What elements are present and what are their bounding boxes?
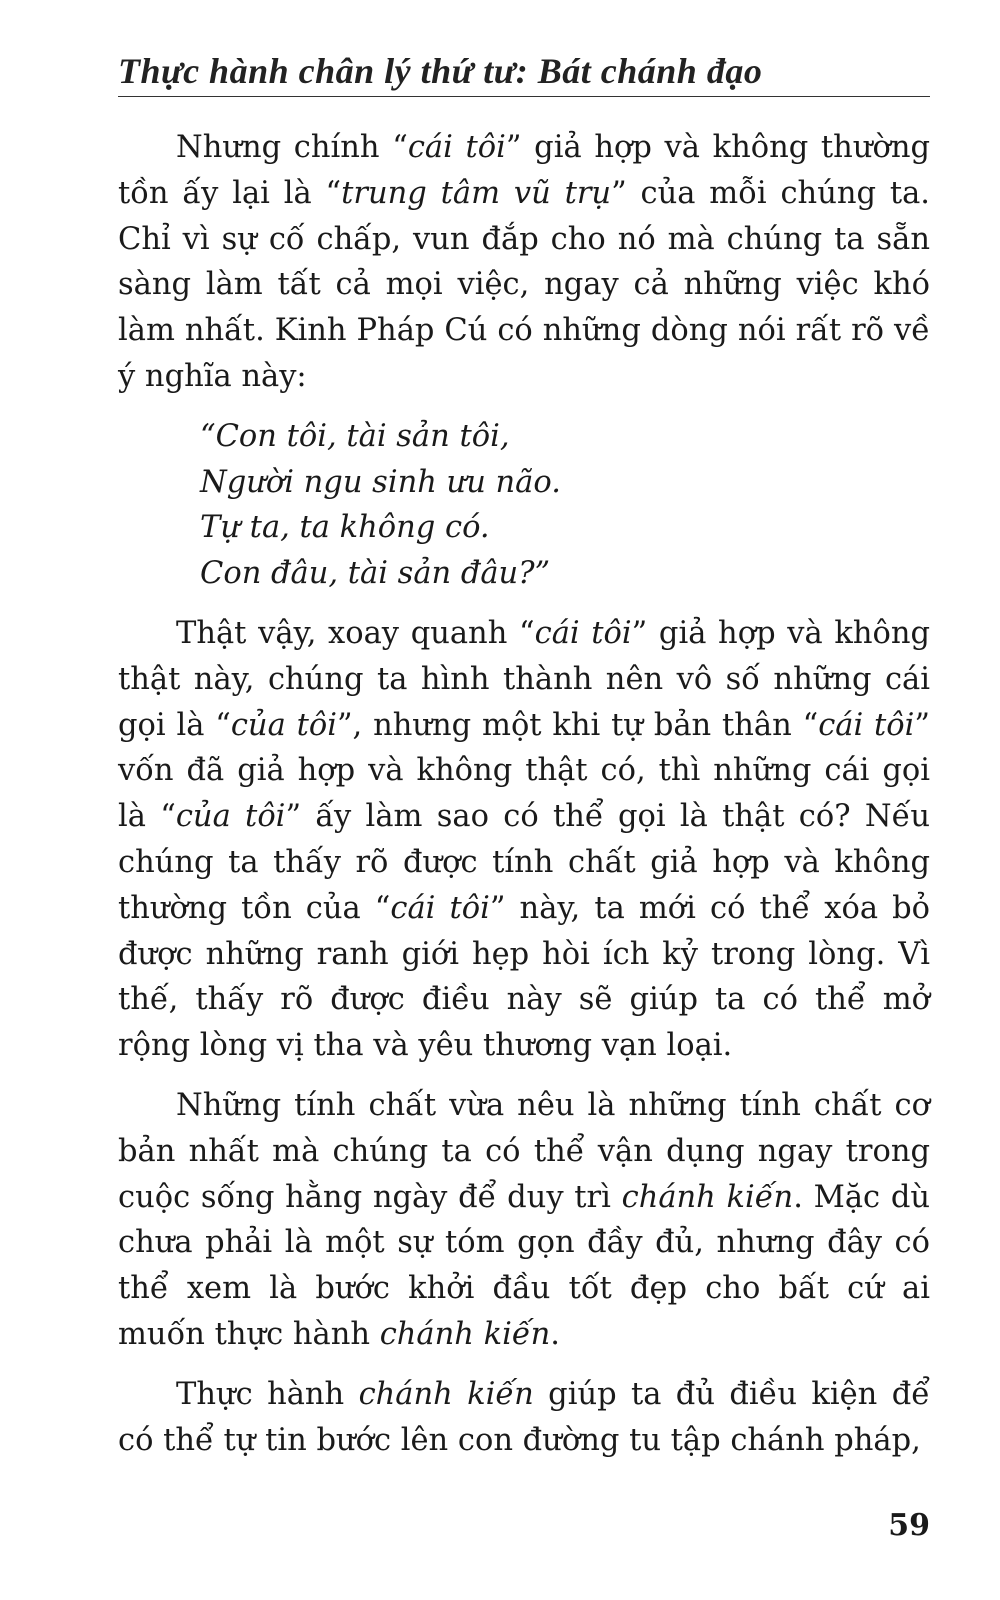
verse-line: Con đâu, tài sản đâu?” [200,556,551,592]
text-run: Nhưng chính “ [176,130,408,165]
italic-term: của tôi [230,707,337,743]
running-header [118,50,930,97]
text-run: Thực hành [176,1376,359,1412]
text-run: ” ấy làm sao có thể gọi là thật có? Nếu chúng ta thấy rõ được tính chất giả hợp và không thường tồn của “ [118,799,930,926]
italic-term: chánh kiến [358,1376,534,1412]
italic-term: chánh kiến [379,1316,551,1352]
paragraph-4 [118,1372,930,1464]
paragraph-3 [118,1083,930,1358]
text-run: . Mặc dù chưa phải là một sự tóm gọn đầy đủ, nhưng đây có thể xem là bước khởi đầu tốt đẹp cho bất cứ ai muốn thực hành [118,1179,931,1352]
text-run: ” của mỗi chúng ta. Chỉ vì sự cố chấp, vun đắp cho nó mà chúng ta sẵn sàng làm tất cả mọi việc, ngay cả những việc khó làm nhất. Kinh Pháp Cú có những dòng nói rất rõ về ý nghĩa này: [118,175,930,394]
text-run: ” này, ta mới có thể xóa bỏ được những ranh giới hẹp hòi ích kỷ trong lòng. Vì thế, thấy rõ được điều này sẽ giúp ta có thể mở rộng lòng vị tha và yêu thương vạn loại. [118,890,930,1064]
text-run: giúp ta đủ điều kiện để có thể tự tin bước lên con đường tu tập chánh pháp, [118,1376,930,1458]
text-run: ” giả hợp và không thường tồn ấy lại là “ [118,130,930,211]
text-run: Thật vậy, xoay quanh “ [176,615,535,651]
text-run: . [550,1316,560,1352]
text-run: ” vốn đã giả hợp và không thật có, thì những cái gọi là “ [118,707,931,835]
verse-line: Người ngu sinh ưu não. [200,464,561,500]
italic-term: cái tôi [407,130,506,165]
text-run: Những tính chất vừa nêu là những tính chất cơ bản nhất mà chúng ta có thể vận dụng ngay trong cuộc sống hằng ngày để duy trì [118,1087,930,1215]
italic-term: của tôi [175,799,286,835]
text-run: ” giả hợp và không thật này, chúng ta hình thành nên vô số những cái gọi là “ [118,615,930,743]
verse-line: Tự ta, ta không có. [200,510,490,546]
chapter-title: Thực hành chân lý thứ tư: Bát chánh đạo [118,51,763,91]
verse-quote [200,414,930,597]
verse-line: “Con tôi, tài sản tôi, [200,418,510,454]
italic-term: trung tâm vũ trụ [341,175,612,211]
italic-term: cái tôi [818,707,915,743]
paragraph-2 [118,611,930,1069]
paragraph-1 [118,125,930,400]
page-body [118,125,930,1477]
italic-term: cái tôi [534,615,632,651]
text-run: ”, nhưng một khi tự bản thân “ [336,707,819,743]
page-number: 59 [888,1508,930,1543]
italic-term: cái tôi [390,890,490,926]
italic-term: chánh kiến [621,1179,794,1215]
